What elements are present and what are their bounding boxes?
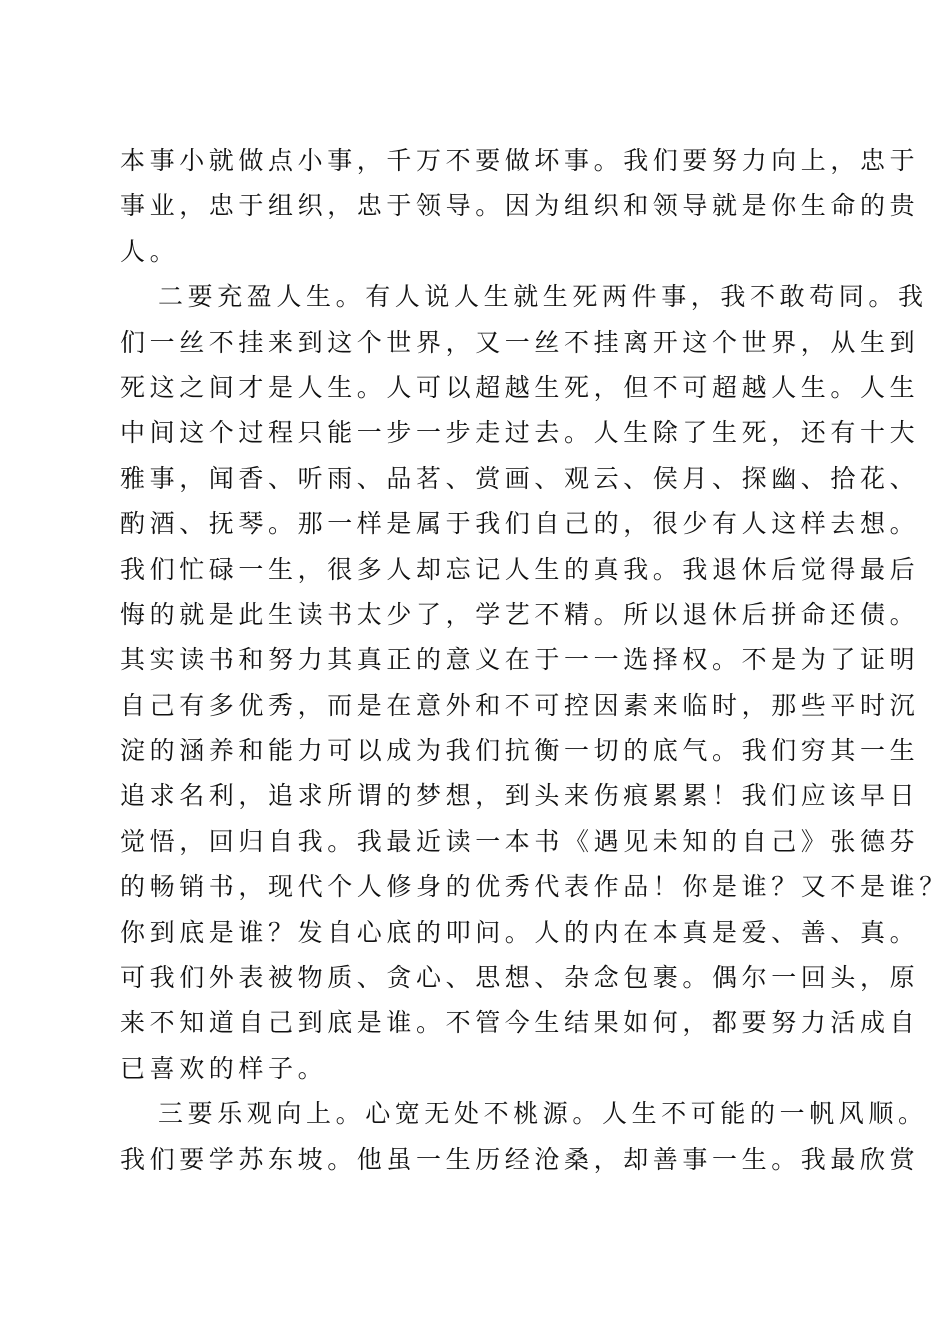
text-line: 本事小就做点小事，千万不要做坏事。我们要努力向上，忠于 — [120, 146, 920, 175]
text-line: 来不知道自己到底是谁。不管今生结果如何，都要努力活成自 — [120, 1008, 920, 1038]
text-line: 死这之间才是人生。人可以超越生死，但不可超越人生。人生 — [120, 372, 920, 402]
text-line: 雅事，闻香、听雨、品茗、赏画、观云、侯月、探幽、拾花、 — [120, 463, 920, 493]
text-line: 人。 — [120, 236, 180, 266]
text-line: 追求名利，追求所谓的梦想，到头来伤痕累累！我们应该早日 — [120, 781, 920, 811]
text-line: 中间这个过程只能一步一步走过去。人生除了生死，还有十大 — [120, 418, 920, 448]
text-line: 自己有多优秀，而是在意外和不可控因素来临时，那些平时沉 — [120, 690, 920, 720]
text-line: 已喜欢的样子。 — [120, 1053, 328, 1083]
text-line: 的畅销书，现代个人修身的优秀代表作品！你是谁？又不是谁？ — [120, 872, 949, 902]
text-line: 淀的涵养和能力可以成为我们抗衡一切的底气。我们穷其一生 — [120, 736, 920, 766]
text-line: 事业，忠于组织，忠于领导。因为组织和领导就是你生命的贵 — [120, 191, 920, 221]
text-line: 我们要学苏东坡。他虽一生历经沧桑，却善事一生。我最欣赏 — [120, 1144, 920, 1174]
text-line: 你到底是谁？发自心底的叩问。人的内在本真是爱、善、真。 — [120, 917, 920, 947]
text-line: 们一丝不挂来到这个世界，又一丝不挂离开这个世界，从生到 — [120, 327, 920, 357]
paragraph-start-line: 二要充盈人生。有人说人生就生死两件事，我不敢苟同。我 — [158, 282, 928, 312]
body-text — [120, 138, 949, 1182]
text-line: 觉悟，回归自我。我最近读一本书《遇见未知的自己》张德芬 — [120, 826, 920, 856]
text-line: 悔的就是此生读书太少了，学艺不精。所以退休后拼命还债。 — [120, 599, 920, 629]
text-line: 其实读书和努力其真正的意义在于一一选择权。不是为了证明 — [120, 645, 920, 675]
text-line: 酌酒、抚琴。那一样是属于我们自己的，很少有人这样去想。 — [120, 509, 920, 539]
text-line: 我们忙碌一生，很多人却忘记人生的真我。我退休后觉得最后 — [120, 554, 920, 584]
paragraph-start-line: 三要乐观向上。心宽无处不桃源。人生不可能的一帆风顺。 — [158, 1099, 928, 1129]
text-line: 可我们外表被物质、贪心、思想、杂念包裹。偶尔一回头，原 — [120, 963, 920, 993]
